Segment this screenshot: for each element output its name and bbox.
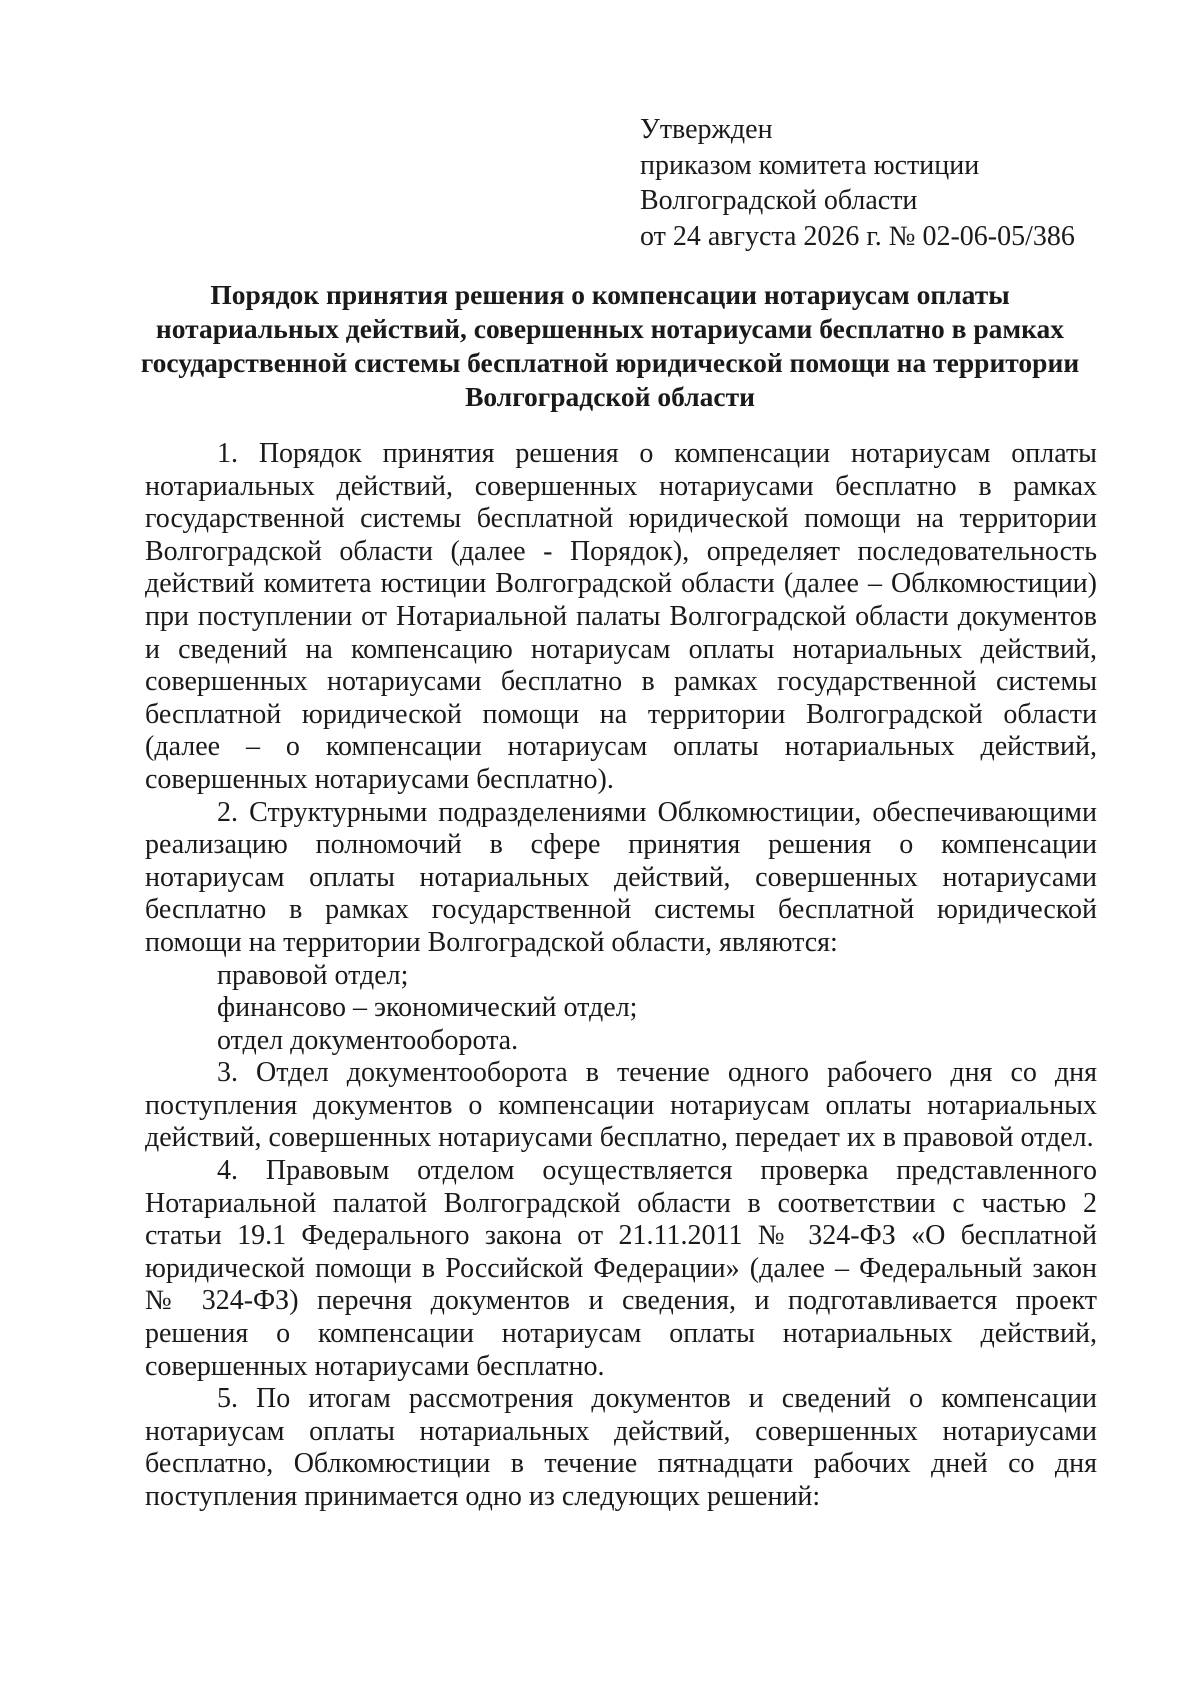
approval-line-region: Волгоградской области bbox=[640, 185, 918, 216]
approval-line-order: приказом комитета юстиции bbox=[640, 149, 980, 181]
list-item-finance-department: финансово – экономический отдел; bbox=[217, 992, 638, 1024]
paragraph-5: 5. По итогам рассмотрения документов и сведений о компенсации нотариусам оплаты нотариальных действий, совершенных нотариусами бесплатно, Облкомюстиции в течение пятнадцати рабочих дней со дня поступления принимается одно из следующих решений: bbox=[145, 1383, 1097, 1512]
approval-line-approved: Утвержден bbox=[640, 114, 773, 145]
document-body bbox=[145, 438, 1097, 1514]
paragraph-3: 3. Отдел документооборота в течение одного рабочего дня со дня поступления документов о компенсации нотариусам оплаты нотариальных действий, совершенных нотариусами бесплатно, передает их в правовой отдел. bbox=[145, 1057, 1097, 1154]
list-item-legal-department: правовой отдел; bbox=[217, 959, 409, 991]
document-title: Порядок принятия решения о компенсации нотариусам оплаты нотариальных действий, совершенных нотариусами бесплатно в рамках государственной системы бесплатной юридической помощи на территории Волгоградской области bbox=[140, 279, 1080, 412]
paragraph-1: 1. Порядок принятия решения о компенсации нотариусам оплаты нотариальных действий, совершенных нотариусами бесплатно в рамках государственной системы бесплатной юридической помощи на территории Волгоградской области (далее - Порядок), определяет последовательность действий комитета юстиции Волгоградской области (далее – Облкомюстиции) при поступлении от Нотариальной палаты Волгоградской области документов и сведений на компенсацию нотариусам оплаты нотариальных действий, совершенных нотариусами бесплатно в рамках государственной системы бесплатной юридической помощи на территории Волгоградской области (далее – о компенсации нотариусам оплаты нотариальных действий, совершенных нотариусами бесплатно). bbox=[145, 438, 1097, 795]
paragraph-4: 4. Правовым отделом осуществляется проверка представленного Нотариальной палатой Волгоградской области в соответствии с частью 2 статьи 19.1 Федерального закона от 21.11.2011 № 324-ФЗ «О бесплатной юридической помощи в Российской Федерации» (далее – Федеральный закон № 324-ФЗ) перечня документов и сведения, и подготавливается проект решения о компенсации нотариусам оплаты нотариальных действий, совершенных нотариусами бесплатно. bbox=[145, 1155, 1097, 1382]
approval-line-date-number: от 24 августа 2026 г. № 02-06-05/386 bbox=[640, 220, 1075, 252]
approval-block bbox=[640, 112, 1160, 254]
list-item-document-department: отдел документооборота. bbox=[217, 1024, 519, 1056]
paragraph-2: 2. Структурными подразделениями Облкомюстиции, обеспечивающими реализацию полномочий в сфере принятия решения о компенсации нотариусам оплаты нотариальных действий, совершенных нотариусами бесплатно в рамках государственной системы бесплатной юридической помощи на территории Волгоградской области, являются: bbox=[145, 796, 1097, 958]
